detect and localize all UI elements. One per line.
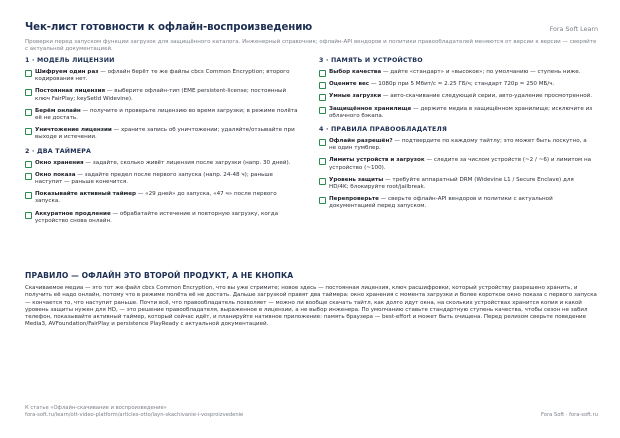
checklist-item[interactable] — [25, 127, 300, 141]
checkbox-icon[interactable] — [319, 82, 326, 89]
item-text: — задайте, сколько живёт лицензия после загрузки (напр. 30 дней). — [83, 159, 291, 166]
item-text: — сверьте офлайн-API вендоров и политики с актуальной документацией перед запуском. — [329, 196, 553, 210]
section-license-model — [25, 56, 300, 142]
checkbox-icon[interactable] — [25, 70, 32, 77]
section-title: 2 · ДВА ТАЙМЕРА — [25, 147, 92, 155]
checkbox-icon[interactable] — [319, 178, 326, 185]
checklist-item[interactable] — [319, 106, 594, 120]
item-text: — требуйте аппаратный DRM (Widevine L1 / Secure Enclave) для HD/4K; блокируйте root/jailbreak. — [329, 176, 574, 191]
checklist-item[interactable] — [25, 160, 300, 167]
checklist-item[interactable] — [25, 191, 300, 205]
page-title: Чек-лист готовности к офлайн-воспроизведению — [25, 22, 313, 33]
footer-source-label: К статье «Офлайн-скачивание и воспроизведение» — [25, 405, 167, 411]
item-text: — дайте «стандарт» и «высокое»; по умолчанию — ступень ниже. — [381, 69, 581, 75]
item-text: — держите медиа в защищённом хранилище; исключите из облачного бэкапа. — [329, 105, 593, 119]
section-title: 1 · МОДЕЛЬ ЛИЦЕНЗИИ — [25, 57, 115, 64]
item-label: Уровень защиты — [329, 176, 384, 183]
section-title: 4 · ПРАВИЛА ПРАВООБЛАДАТЕЛЯ — [319, 126, 448, 134]
item-text: — подтвердите по каждому тайтлу; это может быть лоскутно, а не один тумблер. — [329, 138, 587, 152]
item-label: Аккуратное продление — [35, 210, 111, 217]
item-text: — «29 дней» до запуска, «47 ч» после первого запуска. — [35, 191, 277, 205]
checkbox-icon[interactable] — [25, 109, 32, 116]
checkbox-icon[interactable] — [25, 89, 32, 96]
item-label: Окно показа — [35, 171, 76, 178]
item-label: Офлайн разрешён? — [329, 138, 393, 145]
item-label: Перепроверьте — [329, 196, 379, 203]
checklist-item[interactable] — [25, 69, 300, 83]
checkbox-icon[interactable] — [25, 212, 32, 219]
item-label: Постоянная лицензия — [35, 88, 106, 95]
item-label: Уничтожение лицензии — [35, 127, 112, 134]
item-text: — храните запись об уничтожении; удаляйте/отзывайте при выходе и истечении. — [35, 127, 295, 141]
section-two-timers — [25, 147, 300, 225]
checklist-item[interactable] — [319, 93, 594, 100]
checkbox-icon[interactable] — [319, 70, 326, 77]
checkbox-icon[interactable] — [319, 139, 326, 146]
item-label: Умные загрузки — [329, 93, 382, 100]
section-title: 3 · ПАМЯТЬ И УСТРОЙСТВО — [319, 57, 423, 64]
checklist-item[interactable] — [319, 81, 594, 88]
rule-text: Скачиваемое медиа — это тот же файл cbcs Common Encryption, что вы уже стримите; новое здесь — постоянная лицензия, ключ расшифровки, который устройству разрешено хранить, и получить её надо онлайн, потому что в режиме полёта её не достать. Дальше загрузкой правят два таймера: окно хранения с момента загрузки и более короткое окно показа с первого запуска — кончается то, что наступит раньше. Почти всё, что правообладатель позволяет — можно ли вообще скачать тайтл, как долго идут окна, на скольких устройствах хранится копия и какой уровень защиты нужен для HD, — это решение правообладателя, выраженное в лицензии, а не выбор инженера. По умолчанию ставьте стандартную ступень качества, чтобы сезон не забил телефон, показывайте активный таймер, который сейчас идёт, и планируйте нативное приложение: память браузера — best-effort и может быть очищена. Перед релизом сверьте поведение Media3, AVFoundation/FairPlay и persistence PlayReady с актуальной документацией. — [25, 285, 597, 328]
intro-text: Проверки перед запуском функции загрузок для защищённого каталога. Инженерный справочник; офлайн-API вендоров и политики правообладателей меняются от версии к версии — сверяйте с актуальной документацией. — [25, 39, 597, 52]
item-label: Берём онлайн — [35, 107, 81, 114]
checkbox-icon[interactable] — [319, 158, 326, 165]
item-text: — получите и проверьте лицензию во время загрузки; в режиме полёта её не достать. — [35, 107, 298, 122]
item-label: Оцените вес — [329, 81, 370, 88]
item-label: Шифруем один раз — [35, 69, 99, 75]
section-rights-holder-rules — [319, 125, 594, 211]
checklist-item[interactable] — [25, 211, 300, 225]
item-text: — выберите офлайн-тип (EME persistent-license; постоянный ключ FairPlay; keySetId Widevine). — [35, 88, 287, 102]
left-column — [25, 56, 300, 230]
checklist-item[interactable] — [25, 88, 300, 102]
item-text: — следите за числом устройств (~2 / ~6) и лимитом на устройство (~100). — [329, 157, 592, 171]
checklist-item[interactable] — [319, 196, 594, 210]
checkbox-icon[interactable] — [25, 173, 32, 180]
checklist-item[interactable] — [319, 157, 594, 171]
footer-source — [25, 405, 598, 419]
rule-title: ПРАВИЛО — ОФЛАЙН ЭТО ВТОРОЙ ПРОДУКТ, А НЕ КНОПКА — [25, 271, 294, 280]
right-column — [319, 56, 594, 216]
checkbox-icon[interactable] — [319, 107, 326, 114]
footer-brand[interactable]: Fora Soft · fora-soft.ru — [540, 412, 598, 418]
item-label: Выбор качества — [329, 69, 382, 75]
section-storage-device — [319, 56, 594, 120]
item-text: — офлайн берёт те же файлы cbcs Common Encryption; второго кодирования нет. — [35, 69, 290, 83]
checkbox-icon[interactable] — [25, 128, 32, 135]
checklist-item[interactable] — [25, 172, 300, 186]
item-label: Показывайте активный таймер — [35, 191, 136, 198]
item-label: Окно хранения — [35, 159, 84, 166]
checkbox-icon[interactable] — [25, 161, 32, 168]
checklist-item[interactable] — [319, 69, 594, 76]
header — [25, 22, 598, 36]
item-label: Защищённое хранилище — [329, 105, 412, 112]
checklist-item[interactable] — [25, 108, 300, 122]
item-text: — задайте предел после первого запуска (напр. 24-48 ч); раньше наступит — раньше конечится. — [35, 171, 273, 186]
checkbox-icon[interactable] — [319, 94, 326, 101]
checkbox-icon[interactable] — [319, 197, 326, 204]
checklist-item[interactable] — [319, 138, 594, 152]
brand-label: Fora Soft Learn — [549, 25, 598, 33]
item-text: — обрабатайте истечение и повторную загрузку, когда устройство снова онлайн. — [35, 210, 279, 224]
footer-source-url[interactable]: fora-soft.ru/learn/ott-video-platform/articles-otto/layn-skachivanie-i-vosproizvedenie — [25, 412, 244, 419]
item-text: — 1080p при 5 Мбит/с ≈ 2.25 ГБ/ч; стандарт 720p ≈ 250 МБ/ч. — [369, 81, 555, 88]
item-label: Лимиты устройств и загрузок — [329, 157, 425, 164]
checklist-item[interactable] — [319, 177, 594, 191]
checkbox-icon[interactable] — [25, 192, 32, 199]
item-text: — авто-скачивание следующей серии, авто-удаление просмотренной. — [381, 93, 593, 100]
